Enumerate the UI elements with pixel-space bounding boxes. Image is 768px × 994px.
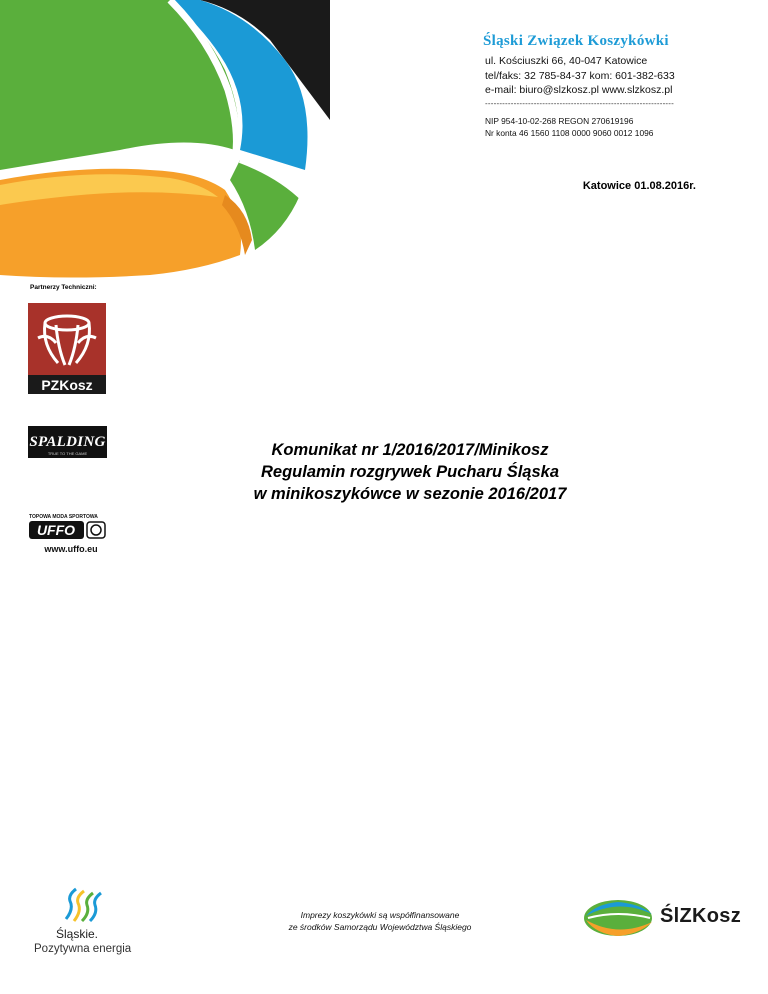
title-line-1: Komunikat nr 1/2016/2017/Minikosz [271, 441, 549, 459]
org-account: Nr konta 46 1560 1108 0000 9060 0012 1096 [485, 128, 654, 138]
spalding-logo [28, 426, 107, 458]
spalding-tagline: TRUE TO THE GAME [47, 451, 88, 456]
funding-note [250, 909, 510, 933]
slzkosz-name: ŚlZKosz [660, 905, 741, 927]
slaskie-slogan: Pozytywna energia [34, 943, 132, 955]
uffo-top-text: TOPOWA MODA SPORTOWA [29, 514, 98, 520]
org-nip-regon: NIP 954-10-02-268 REGON 270619196 [485, 116, 634, 126]
org-address: ul. Kościuszki 66, 40-047 Katowice [485, 55, 648, 67]
slzkosz-logo-icon [580, 896, 660, 940]
title-line-2: Regulamin rozgrywek Pucharu Śląska [260, 463, 560, 481]
funding-note-line-2: ze środków Samorządu Województwa Śląskiego [288, 922, 472, 932]
pzkosz-logo-text: PZKosz [41, 377, 93, 393]
uffo-name-text: UFFO [36, 522, 76, 538]
pzkosz-logo [28, 303, 106, 394]
uffo-logo [27, 512, 109, 558]
slaskie-name: Śląskie. [56, 927, 99, 941]
org-email: e-mail: biuro@slzkosz.pl www.slzkosz.pl [485, 84, 673, 96]
document-title [150, 439, 670, 505]
basketball-decoration [0, 0, 330, 280]
uffo-url: www.uffo.eu [44, 544, 98, 554]
partners-label: Partnerzy Techniczni: [30, 284, 97, 291]
org-phone: tel/faks: 32 785-84-37 kom: 601-382-633 [485, 70, 675, 82]
document-date: Katowice 01.08.2016r. [582, 180, 696, 192]
org-name: Śląski Związek Koszykówki [483, 33, 669, 49]
funding-note-line-1: Imprezy koszykówki są współfinansowane [300, 910, 460, 920]
title-line-3: w minikoszykówce w sezonie 2016/2017 [253, 485, 567, 503]
spalding-text: SPALDING [29, 434, 106, 450]
header-separator: ------------------------------------------------------------------ [485, 99, 675, 108]
